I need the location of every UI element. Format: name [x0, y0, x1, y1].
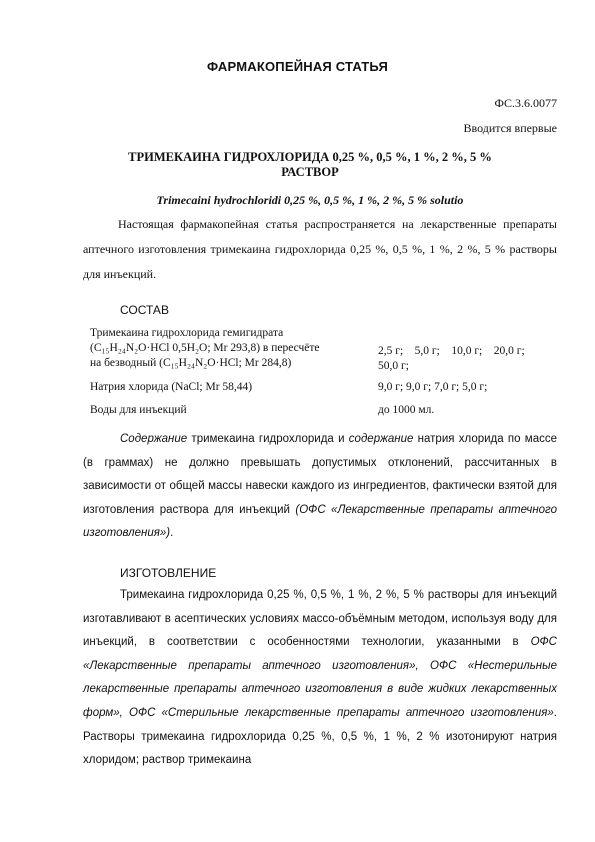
document-code: ФС.3.6.0077 — [494, 96, 557, 110]
content-t1: тримекаина гидрохлорида и — [187, 433, 349, 445]
content-em2: содержание — [348, 433, 414, 445]
composition-row-active-values — [378, 344, 525, 374]
article-name-line2: РАСТВОР — [281, 165, 339, 179]
composition-row-water-name: Воды для инъекций — [90, 404, 187, 416]
scope-paragraph — [83, 212, 557, 287]
article-name-line1: ТРИМЕКАИНА ГИДРОХЛОРИДА 0,25 %, 0,5 %, 1 %, 2 %, 5 % — [128, 150, 492, 164]
composition-row-line1: Тримекаина гидрохлорида гемигидрата — [90, 327, 284, 339]
composition-row-line2: (C₁₅H₂₄N₂O·HCl 0,5H₂O; Mr 293,8) в пересчёте — [90, 342, 320, 354]
scope-text: Настоящая фармакопейная статья распространяется на лекарственные препараты аптечного изготовления тримекаина гидрохлорида 0,25 %, 0,5 %, 1 %, 2 %, 5 % растворы для инъекций. — [83, 217, 557, 281]
composition-row-line3: на безводный (C₁₅H₂₄N₂O·HCl; Mr 284,8) — [90, 357, 292, 369]
composition-row-water-values: до 1000 мл. — [378, 404, 435, 416]
composition-values-line1: 2,5 г; 5,0 г; 10,0 г; 20,0 г; — [378, 345, 525, 357]
composition-row-nacl-values: 9,0 г; 9,0 г; 7,0 г; 5,0 г; — [378, 381, 488, 393]
preparation-em1: ОФС «Лекарственные препараты аптечного изготовления», ОФС «Нестерильные лекарственные препараты аптечного изготовления в виде жидких лекарственных форм», ОФС «Стерильные лекарственные препараты аптечного изготовления» — [83, 636, 557, 719]
preparation-t2: . Растворы тримекаина гидрохлорида 0,25 %, 0,5 %, 1 %, 2 % изотонируют натрия хлоридом; раствор тримекаина — [83, 706, 557, 767]
content-em1: Содержание — [120, 433, 188, 445]
composition-row-nacl-name: Натрия хлорида (NaCl; Mr 58,44) — [90, 381, 253, 393]
preparation-heading: ИЗГОТОВЛЕНИЕ — [120, 566, 217, 580]
content-t2: натрия хлорида по массе (в граммах) не должно превышать допустимых отклонений, рассчитанных в зависимости от общей массы навески каждого из ингредиентов, фактически взятой для изготовления раствора для инъекций — [83, 433, 557, 516]
document-title: ФАРМАКОПЕЙНАЯ СТАТЬЯ — [206, 59, 389, 74]
latin-name: Trimecaini hydrochloridi 0,25 %, 0,5 %, 1 %, 2 %, 5 % solutio — [156, 193, 464, 207]
content-paragraph — [83, 428, 557, 546]
composition-row-active-name — [90, 326, 320, 371]
introduced-note: Вводится впервые — [463, 121, 557, 135]
content-t3: . — [170, 527, 174, 540]
content-em3: (ОФС «Лекарственные препараты аптечного изготовления») — [83, 503, 557, 540]
composition-values-line2: 50,0 г; — [378, 360, 409, 372]
preparation-t1: Тримекаина гидрохлорида 0,25 %, 0,5 %, 1 %, 2 %, 5 % растворы для инъекций изготавливают в асептических условиях массо-объёмным методом, используя воду для инъекций, в соответствии с особенностями технологии, указанными в — [83, 589, 557, 649]
preparation-paragraph — [83, 584, 557, 773]
article-name — [60, 150, 560, 180]
composition-heading: СОСТАВ — [120, 303, 169, 317]
